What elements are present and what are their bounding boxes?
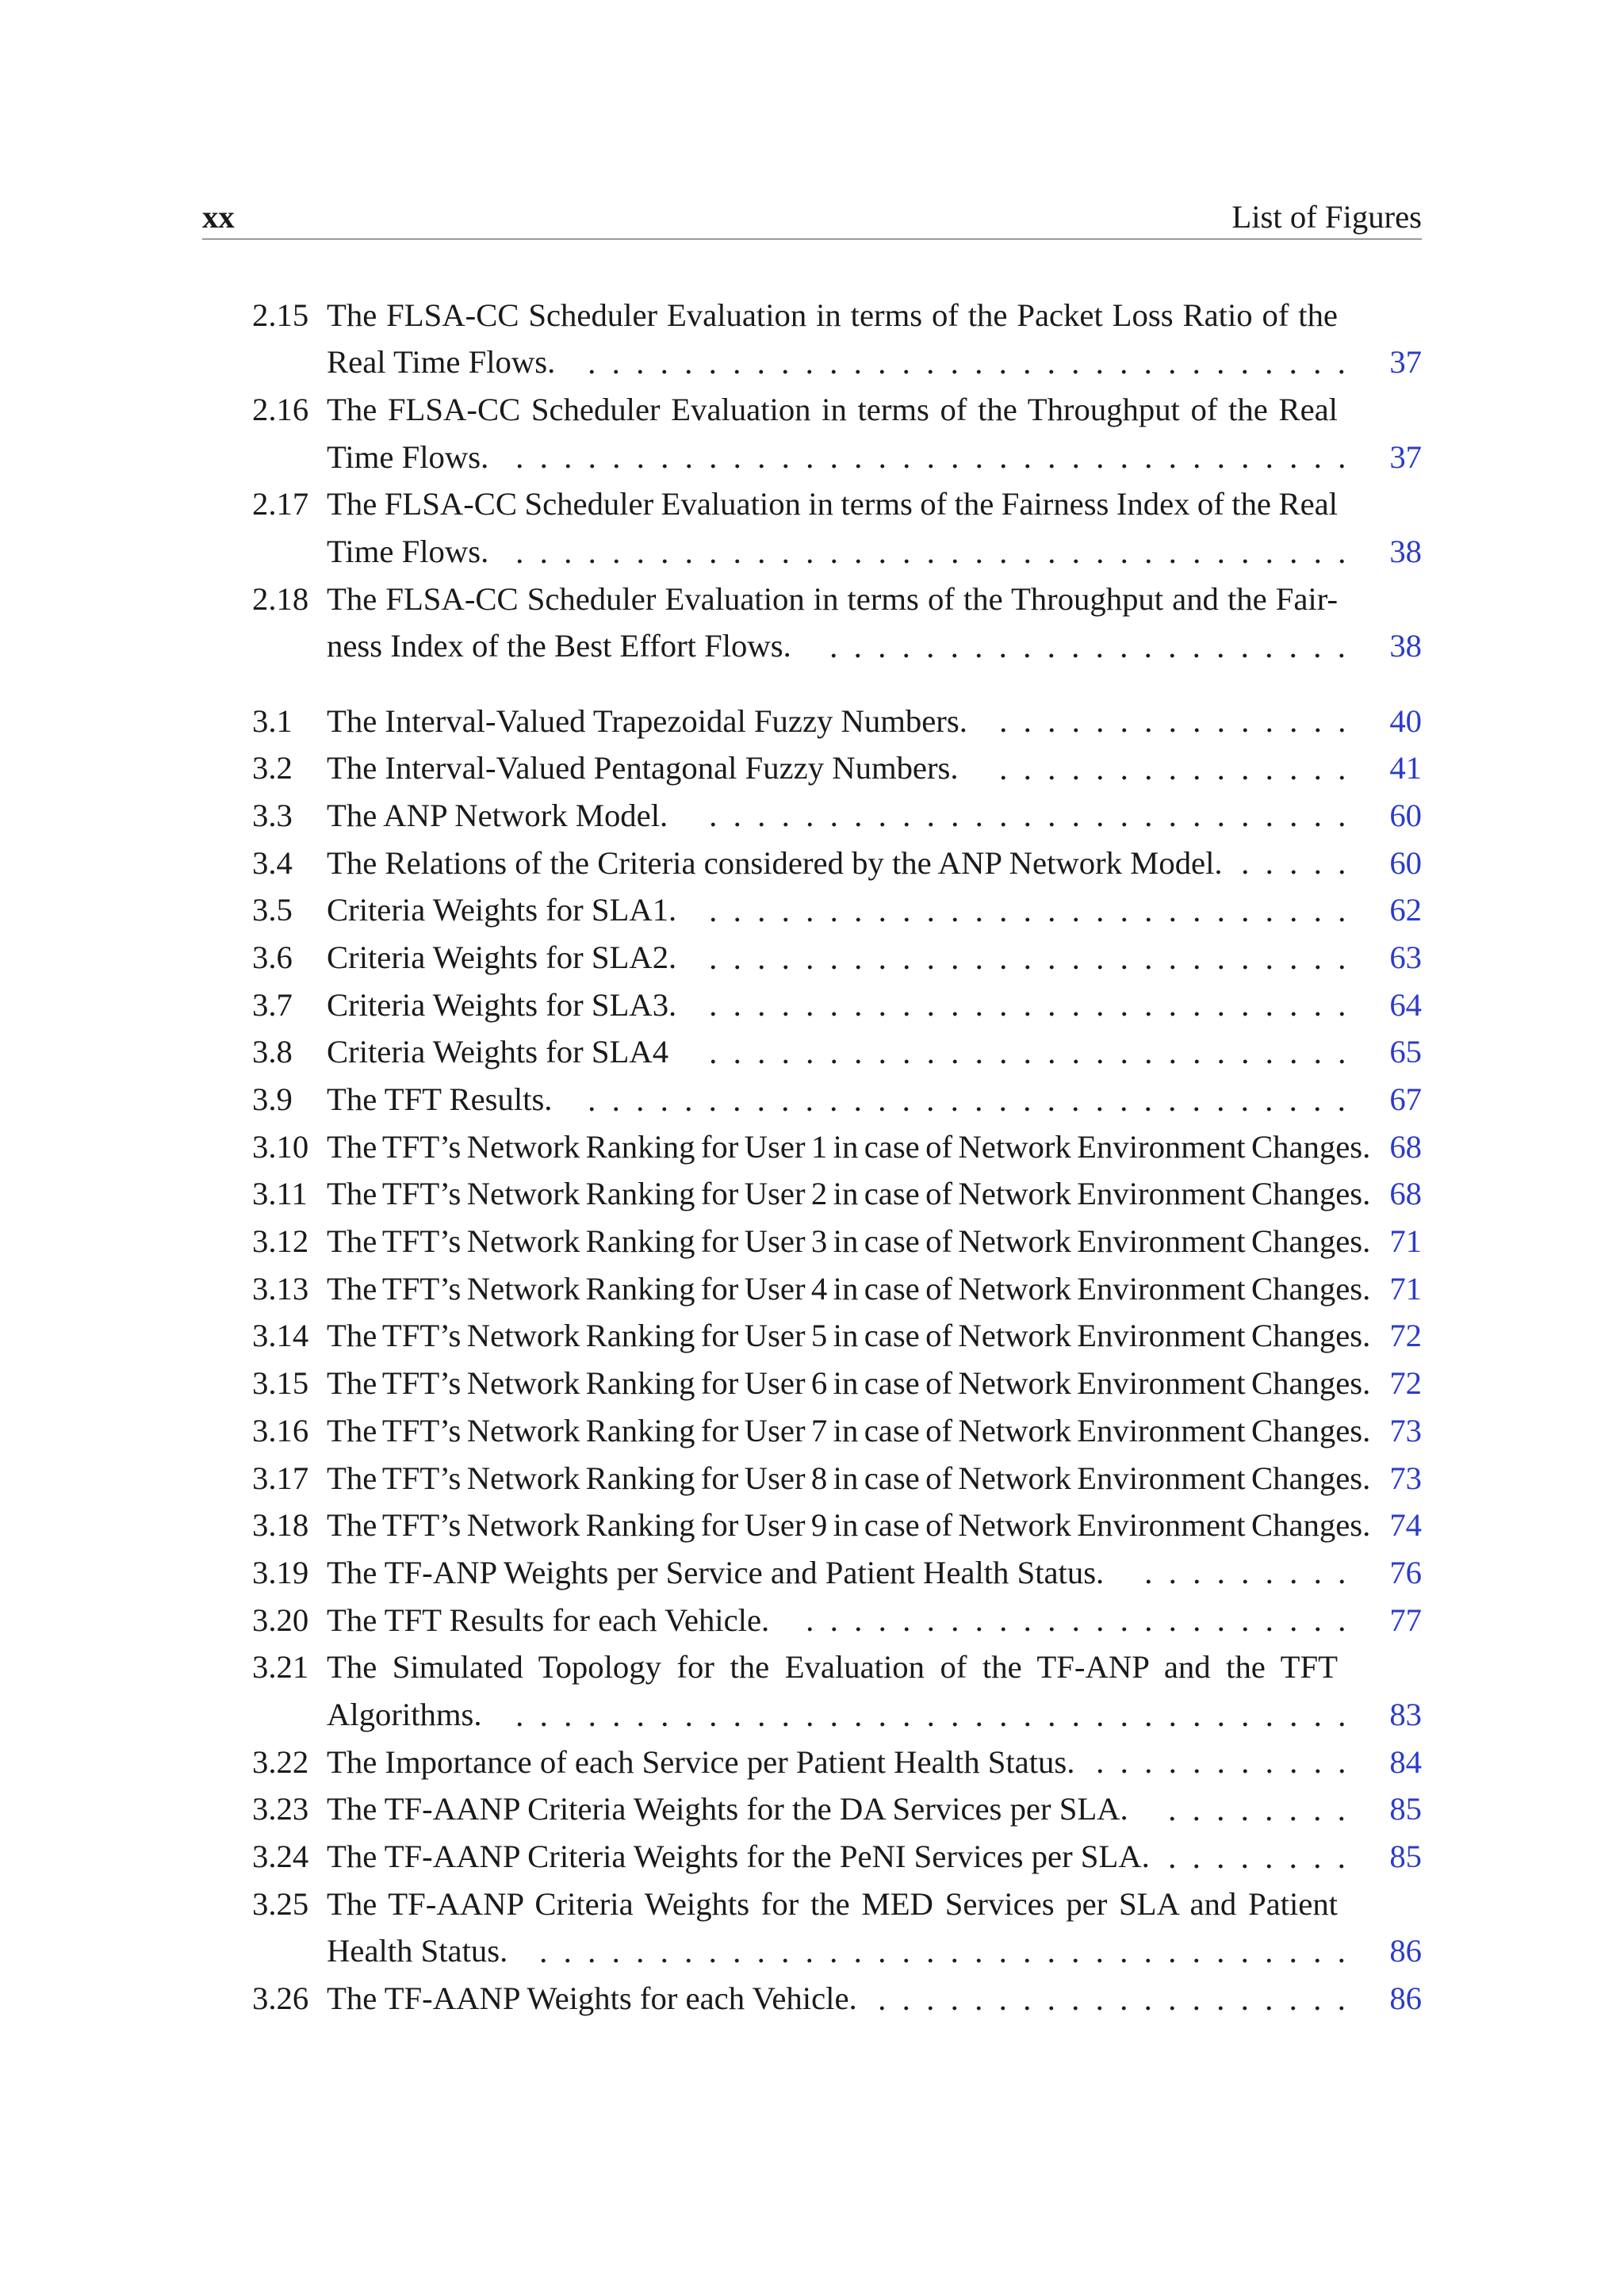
entry-title-text: ness Index of the Best Effort Flows. (327, 628, 791, 664)
dot-leader (968, 744, 1354, 792)
entry-title-text: The FLSA-CC Scheduler Evaluation in terms of the Throughput and the Fair- (327, 580, 1338, 617)
entry-title (327, 1785, 1422, 1833)
entry-last-line (327, 1123, 1422, 1171)
figure-number: 2.16 (252, 391, 309, 427)
entry-title-line (327, 1881, 1338, 1928)
page-number-link[interactable]: 37 (1389, 438, 1422, 475)
dot-leader (686, 886, 1354, 934)
leader-dots (870, 1975, 1354, 2022)
leader-dots (508, 528, 1354, 576)
entry-title (327, 1123, 1422, 1171)
lof-entry (252, 1028, 1422, 1076)
page-number-link[interactable]: 72 (1389, 1318, 1422, 1354)
leader-dots (701, 982, 1354, 1029)
entry-title (327, 934, 1422, 982)
lof-entry (252, 1218, 1422, 1265)
entry-title-line (327, 386, 1338, 434)
entry-last-line (327, 434, 1422, 481)
lof-entry (252, 1407, 1422, 1455)
dot-leader (1113, 1549, 1354, 1597)
page-number-link[interactable]: 83 (1389, 1696, 1422, 1732)
entry-last-line (327, 1833, 1422, 1881)
entry-last-line (327, 528, 1422, 576)
leader-dots (1160, 1785, 1354, 1833)
figure-number: 3.22 (252, 1743, 309, 1780)
figure-number: 3.6 (252, 939, 293, 975)
entry-title-text: The FLSA-CC Scheduler Evaluation in terms of the Throughput of the Real (327, 391, 1338, 427)
entry-title-text: The TF-AANP Weights for each Vehicle. (327, 1980, 857, 2017)
lof-entry (252, 292, 1422, 386)
leader-dots (508, 434, 1354, 481)
entry-title (327, 386, 1422, 480)
lof-entry (252, 744, 1422, 792)
dot-leader (677, 792, 1354, 840)
entry-title-text: The TFT’s Network Ranking for User 9 in case of Network Environment Changes. (327, 1507, 1371, 1544)
page-number-link[interactable]: 76 (1389, 1554, 1422, 1590)
entry-title-text: The TFT’s Network Ranking for User 3 in case of Network Environment Changes. (327, 1223, 1371, 1260)
lof-entry (252, 792, 1422, 840)
entry-title-text: Criteria Weights for SLA2. (327, 939, 677, 975)
page-number-link[interactable]: 77 (1389, 1601, 1422, 1638)
figure-number: 3.26 (252, 1980, 309, 2017)
running-head (202, 193, 1422, 241)
page-number-link[interactable]: 63 (1389, 939, 1422, 975)
entry-title (327, 1028, 1422, 1076)
entry-last-line (327, 792, 1422, 840)
lof-entry (252, 698, 1422, 745)
dot-leader (1138, 1785, 1354, 1833)
figure-number: 3.17 (252, 1460, 309, 1496)
figure-number: 3.8 (252, 1034, 293, 1070)
figure-number: 3.4 (252, 844, 293, 881)
leader-dots (580, 1076, 1354, 1123)
figure-number: 3.12 (252, 1223, 309, 1260)
lof-entry (252, 1312, 1422, 1360)
leader-dots (822, 622, 1354, 670)
lof-entry (252, 886, 1422, 934)
dot-leader (1084, 1739, 1354, 1786)
page-number-link[interactable]: 85 (1389, 1791, 1422, 1827)
page-number-link[interactable]: 67 (1389, 1081, 1422, 1117)
page-number-link[interactable]: 62 (1389, 892, 1422, 928)
entry-title (327, 1312, 1422, 1360)
entry-title-text: Criteria Weights for SLA3. (327, 986, 677, 1023)
dot-leader (801, 622, 1354, 670)
leader-dots (701, 934, 1354, 982)
entry-title (327, 1455, 1422, 1502)
entry-last-line (327, 982, 1422, 1029)
lof-entry (252, 1881, 1422, 1975)
chapter-group (252, 698, 1422, 2022)
page-number-link[interactable]: 86 (1389, 1933, 1422, 1969)
dot-leader (565, 339, 1354, 386)
entry-last-line (327, 934, 1422, 982)
figure-number: 3.21 (252, 1649, 309, 1686)
entry-last-line (327, 744, 1422, 792)
entry-last-line (327, 1407, 1422, 1455)
leader-dots (1233, 840, 1354, 887)
entry-title (327, 1407, 1422, 1455)
lof-entry (252, 1597, 1422, 1644)
figure-number: 3.2 (252, 750, 293, 786)
dot-leader (686, 982, 1354, 1029)
entry-title (327, 982, 1422, 1029)
figure-number: 3.16 (252, 1412, 309, 1448)
entry-title (327, 886, 1422, 934)
entry-title-text: The TFT Results for each Vehicle. (327, 1601, 770, 1638)
figure-number: 3.20 (252, 1601, 309, 1638)
figure-number: 3.1 (252, 702, 293, 739)
entry-title-text: Time Flows. (327, 438, 489, 475)
dot-leader (678, 1028, 1354, 1076)
header-rule (202, 239, 1422, 240)
figure-number: 3.11 (252, 1176, 308, 1212)
leader-dots (508, 1691, 1354, 1739)
entry-title-text: The FLSA-CC Scheduler Evaluation in terms of the Fairness Index of the Real (327, 486, 1338, 522)
entry-title (327, 792, 1422, 840)
entry-title (327, 1881, 1422, 1975)
dot-leader (498, 528, 1354, 576)
entry-title-text: The Importance of each Service per Patient Health Status. (327, 1743, 1075, 1780)
page-number-link[interactable]: 71 (1389, 1270, 1422, 1307)
entry-title (327, 1739, 1422, 1786)
figure-number: 3.25 (252, 1885, 309, 1922)
entry-title (327, 1218, 1422, 1265)
entry-title-text: Health Status. (327, 1933, 508, 1969)
lof-entry (252, 982, 1422, 1029)
page-number-link[interactable]: 60 (1389, 844, 1422, 881)
entry-title-text: The TFT’s Network Ranking for User 2 in case of Network Environment Changes. (327, 1176, 1371, 1212)
header-page-number: xx (202, 198, 235, 235)
entry-last-line (327, 1975, 1422, 2022)
figure-number: 3.7 (252, 986, 293, 1023)
figure-number: 3.18 (252, 1507, 309, 1544)
entry-title-text: The TFT Results. (327, 1081, 553, 1117)
lof-entry (252, 1975, 1422, 2022)
entry-last-line (327, 1455, 1422, 1502)
figure-number: 2.17 (252, 486, 309, 522)
leader-dots (1160, 1833, 1354, 1881)
entry-title (327, 1076, 1422, 1123)
entry-title-text: The TF-AANP Criteria Weights for the PeNI Services per SLA. (327, 1839, 1150, 1874)
entry-title-text: The TFT’s Network Ranking for User 5 in case of Network Environment Changes. (327, 1318, 1371, 1354)
entry-last-line (327, 1739, 1422, 1786)
entry-last-line (327, 698, 1422, 745)
lof-entry (252, 1123, 1422, 1171)
figure-number: 3.9 (252, 1081, 293, 1117)
entry-title (327, 480, 1422, 575)
page-number-link[interactable]: 65 (1389, 1034, 1422, 1070)
page-number-link[interactable]: 60 (1389, 797, 1422, 833)
figure-number: 3.24 (252, 1839, 309, 1874)
entry-last-line (327, 1360, 1422, 1407)
entry-last-line (327, 1218, 1422, 1265)
leader-dots (1136, 1549, 1354, 1597)
lof-entry (252, 1360, 1422, 1407)
page-number-link[interactable]: 85 (1389, 1839, 1422, 1874)
leader-dots (991, 698, 1354, 745)
entry-title (327, 1360, 1422, 1407)
page-number-link[interactable]: 41 (1389, 750, 1422, 786)
lof-entry (252, 576, 1422, 670)
entry-title (327, 744, 1422, 792)
leader-dots (701, 1028, 1354, 1076)
entry-last-line (327, 1312, 1422, 1360)
entry-last-line (327, 886, 1422, 934)
page-number-link[interactable]: 73 (1389, 1460, 1422, 1496)
entry-last-line (327, 339, 1422, 386)
entry-last-line (327, 1785, 1422, 1833)
entry-last-line (327, 622, 1422, 670)
dot-leader (779, 1597, 1354, 1644)
lof-entry (252, 1739, 1422, 1786)
entry-title-text: The TFT’s Network Ranking for User 7 in case of Network Environment Changes. (327, 1412, 1371, 1448)
chapter-group (252, 292, 1422, 671)
lof-entry (252, 1785, 1422, 1833)
entry-title (327, 1170, 1422, 1218)
entry-title-line (327, 1644, 1338, 1691)
entry-title-line (327, 480, 1338, 528)
lof-entry (252, 386, 1422, 480)
entry-title (327, 1644, 1422, 1738)
figure-number: 3.10 (252, 1128, 309, 1165)
entry-title (327, 840, 1422, 887)
dot-leader (977, 698, 1354, 745)
entry-title (327, 1549, 1422, 1597)
page-number-link[interactable]: 71 (1389, 1223, 1422, 1260)
lof-entry (252, 480, 1422, 575)
entry-title-line (327, 576, 1338, 623)
page-number-link[interactable]: 68 (1389, 1176, 1422, 1212)
page-number-link[interactable]: 86 (1389, 1980, 1422, 2017)
page-number-link[interactable]: 38 (1389, 533, 1422, 569)
lof-entry (252, 1170, 1422, 1218)
leader-dots (991, 744, 1354, 792)
entry-last-line (327, 1265, 1422, 1313)
page-number-link[interactable]: 37 (1389, 344, 1422, 381)
lof-entry (252, 1076, 1422, 1123)
dot-leader (1232, 840, 1354, 887)
lof-entry (252, 1644, 1422, 1738)
figure-number: 3.15 (252, 1365, 309, 1402)
entry-last-line (327, 1170, 1422, 1218)
page-number-link[interactable]: 72 (1389, 1365, 1422, 1402)
page-number-link[interactable]: 68 (1389, 1128, 1422, 1165)
lof-entry (252, 1549, 1422, 1597)
entry-title (327, 1597, 1422, 1644)
entry-last-line (327, 1549, 1422, 1597)
entry-title-text: The TF-ANP Weights per Service and Patient Health Status. (327, 1554, 1105, 1590)
lof-entry (252, 934, 1422, 982)
entry-title-text: The Interval-Valued Pentagonal Fuzzy Numbers. (327, 750, 959, 786)
entry-last-line (327, 1927, 1422, 1975)
entry-title (327, 576, 1422, 670)
figure-number: 3.19 (252, 1554, 309, 1590)
entry-title-text: The TFT’s Network Ranking for User 6 in case of Network Environment Changes. (327, 1365, 1371, 1402)
entry-last-line (327, 1502, 1422, 1549)
entry-title-text: The Relations of the Criteria considered by the ANP Network Model. (327, 844, 1223, 881)
dot-leader (867, 1975, 1354, 2022)
page-number-link[interactable]: 40 (1389, 702, 1422, 739)
entry-title-text: The TFT’s Network Ranking for User 4 in case of Network Environment Changes. (327, 1270, 1371, 1307)
leader-dots (701, 886, 1354, 934)
entry-title-text: The FLSA-CC Scheduler Evaluation in terms of the Packet Loss Ratio of the (327, 297, 1338, 333)
dot-leader (686, 934, 1354, 982)
list-of-figures (252, 292, 1422, 2022)
entry-last-line (327, 1076, 1422, 1123)
entry-last-line (327, 1597, 1422, 1644)
entry-title-text: Criteria Weights for SLA1. (327, 892, 677, 928)
figure-number: 3.13 (252, 1270, 309, 1307)
dot-leader (1159, 1833, 1354, 1881)
page-number-link[interactable]: 64 (1389, 986, 1422, 1023)
lof-entry (252, 840, 1422, 887)
page-number-link[interactable]: 73 (1389, 1412, 1422, 1448)
entry-title-text: Criteria Weights for SLA4 (327, 1034, 669, 1070)
figure-number: 2.15 (252, 297, 309, 333)
lof-entry (252, 1502, 1422, 1549)
leader-dots (531, 1927, 1354, 1975)
dot-leader (517, 1927, 1354, 1975)
entry-title (327, 1975, 1422, 2022)
page-number-link[interactable]: 84 (1389, 1743, 1422, 1780)
entry-title (327, 1502, 1422, 1549)
entry-title-line (327, 292, 1338, 339)
page-number-link[interactable]: 38 (1389, 628, 1422, 664)
dot-leader (498, 434, 1354, 481)
entry-title-text: The Interval-Valued Trapezoidal Fuzzy Numbers. (327, 702, 967, 739)
leader-dots (798, 1597, 1354, 1644)
entry-title (327, 292, 1422, 386)
entry-title (327, 698, 1422, 745)
lof-entry (252, 1265, 1422, 1313)
figure-number: 3.3 (252, 797, 293, 833)
figure-number: 3.14 (252, 1318, 309, 1354)
entry-title-text: The TFT’s Network Ranking for User 8 in case of Network Environment Changes. (327, 1460, 1371, 1496)
entry-title-text: Time Flows. (327, 533, 489, 569)
entry-title (327, 1833, 1422, 1881)
lof-entry (252, 1833, 1422, 1881)
page-number-link[interactable]: 74 (1389, 1507, 1422, 1544)
dot-leader (561, 1076, 1354, 1123)
leader-dots (580, 339, 1354, 386)
leader-dots (701, 792, 1354, 840)
dot-leader (492, 1691, 1354, 1739)
entry-title-text: The TF-AANP Criteria Weights for the DA Services per SLA. (327, 1791, 1128, 1827)
entry-title-text: The TF-AANP Criteria Weights for the MED Services per SLA and Patient (327, 1885, 1338, 1922)
entry-title (327, 1265, 1422, 1313)
entry-title-text: Algorithms. (327, 1696, 482, 1732)
leader-dots (1088, 1739, 1354, 1786)
entry-title-text: The Simulated Topology for the Evaluation of the TF-ANP and the TFT (327, 1649, 1338, 1686)
entry-title-text: Real Time Flows. (327, 344, 556, 381)
entry-last-line (327, 840, 1422, 887)
figure-number: 3.23 (252, 1791, 309, 1827)
lof-entry (252, 1455, 1422, 1502)
entry-title-text: The ANP Network Model. (327, 797, 668, 833)
entry-last-line (327, 1028, 1422, 1076)
running-title: List of Figures (1231, 198, 1422, 235)
entry-last-line (327, 1691, 1422, 1739)
entry-title-text: The TFT’s Network Ranking for User 1 in case of Network Environment Changes. (327, 1128, 1371, 1165)
figure-number: 2.18 (252, 580, 309, 617)
figure-number: 3.5 (252, 892, 293, 928)
